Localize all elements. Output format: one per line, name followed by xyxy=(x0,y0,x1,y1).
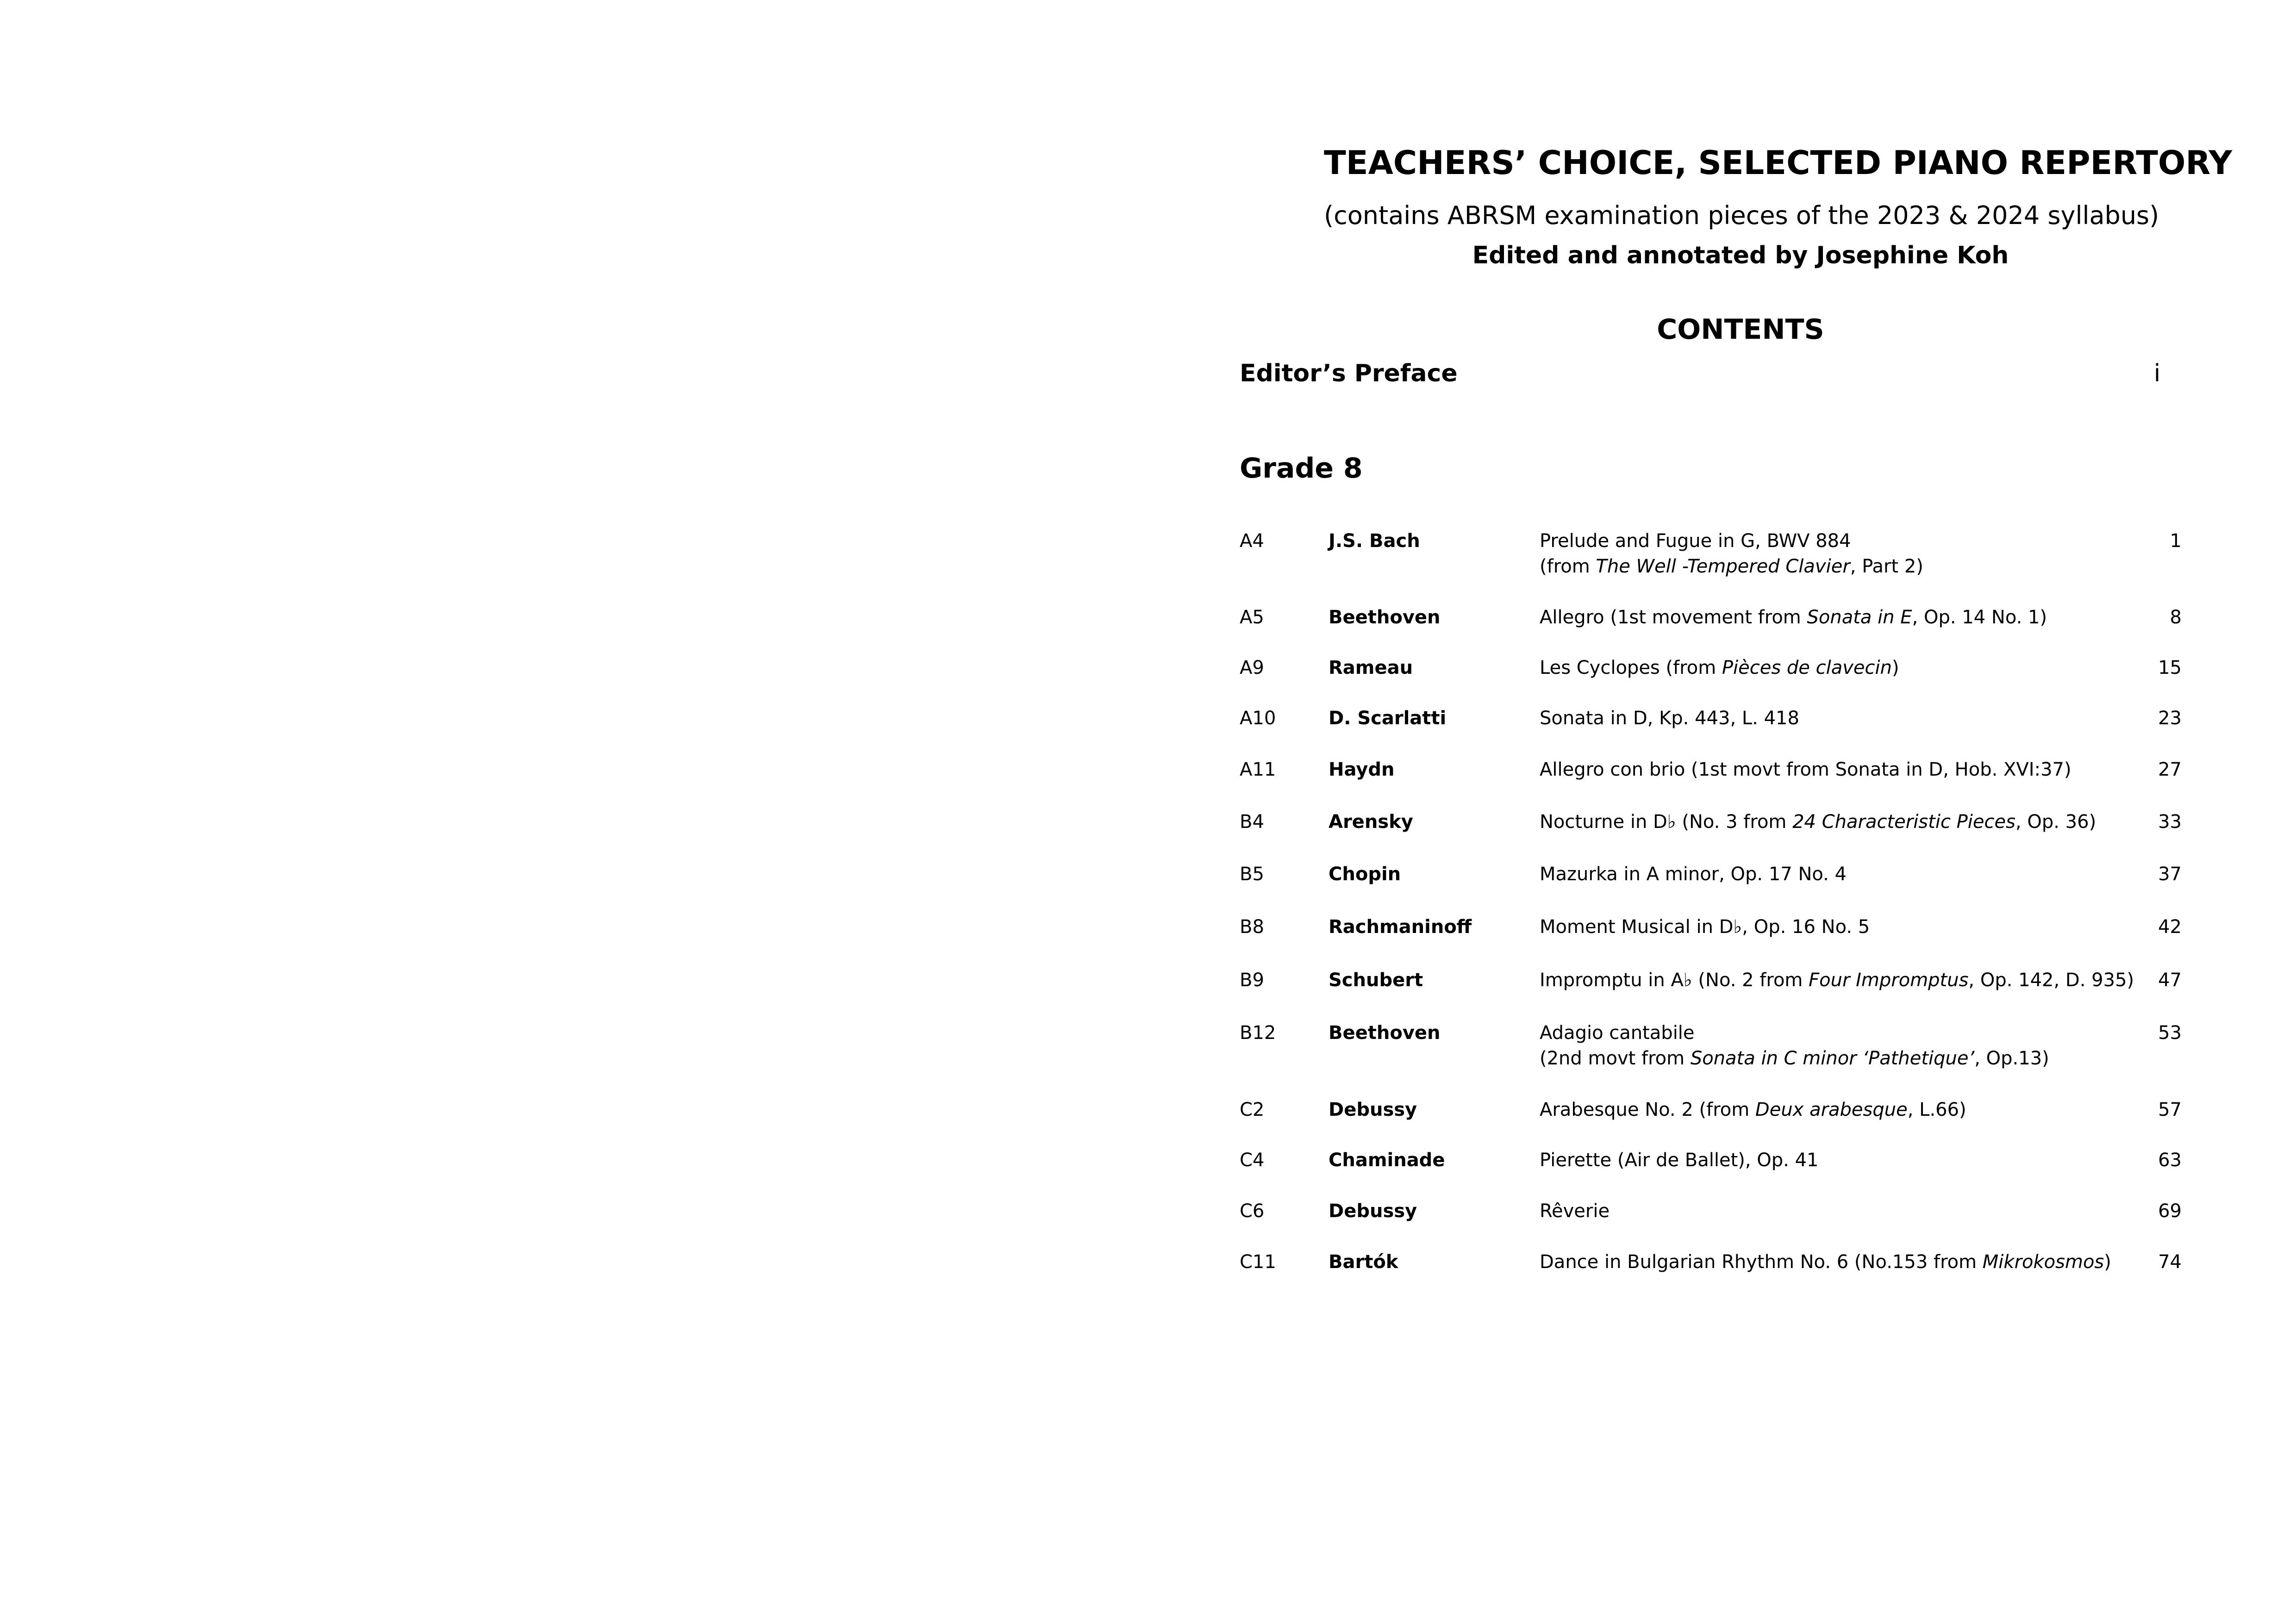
piece-text: Les Cyclopes (from xyxy=(1540,657,1722,678)
work-title: Sonata in C minor ‘Pathetique’ xyxy=(1690,1048,1975,1069)
piece-title xyxy=(1540,529,1923,579)
piece-text: Moment Musical in D♭, Op. 16 No. 5 xyxy=(1540,916,1870,938)
piece-line xyxy=(1540,757,2071,783)
piece-text: Mazurka in A minor, Op. 17 No. 4 xyxy=(1540,864,1847,885)
piece-title xyxy=(1540,1250,2111,1275)
piece-line xyxy=(1540,1020,2049,1046)
piece-line xyxy=(1540,1046,2049,1071)
piece-line xyxy=(1540,968,2134,993)
piece-text: Allegro con brio (1st movt from Sonata in D, Hob. XVI:37) xyxy=(1540,759,2071,780)
syllabus-code: A5 xyxy=(1240,607,1264,628)
work-title: 24 Characteristic Pieces xyxy=(1792,811,2015,833)
work-title: Pièces de clavecin xyxy=(1722,657,1892,678)
piece-text: Sonata in D, Kp. 443, L. 418 xyxy=(1540,708,1799,729)
piece-line xyxy=(1540,1250,2111,1275)
piece-text: Pierette (Air de Ballet), Op. 41 xyxy=(1540,1150,1819,1171)
piece-title xyxy=(1540,605,2047,630)
piece-text: , L.66) xyxy=(1907,1099,1966,1120)
piece-title xyxy=(1540,1148,1819,1173)
piece-line xyxy=(1540,862,1847,887)
piece-line xyxy=(1540,529,1923,554)
page-number: 23 xyxy=(2158,708,2182,729)
piece-line xyxy=(1540,1199,1610,1224)
grade-heading: Grade 8 xyxy=(1240,452,1363,485)
piece-line xyxy=(1540,605,2047,630)
piece-line xyxy=(1540,914,1870,940)
page-number: 69 xyxy=(2158,1200,2182,1222)
composer-name: Beethoven xyxy=(1329,607,1441,628)
piece-title xyxy=(1540,914,1870,940)
piece-line xyxy=(1540,706,1799,731)
syllabus-code: C11 xyxy=(1240,1251,1276,1273)
composer-name: D. Scarlatti xyxy=(1329,708,1447,729)
piece-text: , Op. 36) xyxy=(2015,811,2096,833)
piece-title xyxy=(1540,809,2096,835)
piece-title xyxy=(1540,655,1899,681)
piece-text: Nocturne in D♭ (No. 3 from xyxy=(1540,811,1793,833)
page-number: 37 xyxy=(2158,864,2182,885)
syllabus-code: C6 xyxy=(1240,1200,1265,1222)
page-number: 42 xyxy=(2158,916,2182,938)
piece-text: Allegro (1st movement from xyxy=(1540,607,1807,628)
piece-text: (2nd movt from xyxy=(1540,1048,1691,1069)
composer-name: Schubert xyxy=(1329,970,1423,991)
composer-name: Bartók xyxy=(1329,1251,1398,1273)
syllabus-code: B5 xyxy=(1240,864,1264,885)
piece-text: , Op. 142, D. 935) xyxy=(1968,970,2134,991)
piece-text: Prelude and Fugue in G, BWV 884 xyxy=(1540,530,1851,552)
syllabus-code: A11 xyxy=(1240,759,1276,780)
page-number: 8 xyxy=(2170,607,2182,628)
document-title: TEACHERS’ CHOICE, SELECTED PIANO REPERTORY xyxy=(1324,144,2233,182)
piece-title xyxy=(1540,1199,1610,1224)
preface-page-number: i xyxy=(2153,360,2161,387)
syllabus-code: B9 xyxy=(1240,970,1264,991)
work-title: Sonata in E xyxy=(1807,607,1912,628)
piece-title xyxy=(1540,1097,1966,1123)
composer-name: Haydn xyxy=(1329,759,1395,780)
piece-line xyxy=(1540,809,2096,835)
work-title: Mikrokosmos xyxy=(1982,1251,2104,1273)
composer-name: Rachmaninoff xyxy=(1329,916,1472,938)
page-number: 47 xyxy=(2158,970,2182,991)
page-number: 63 xyxy=(2158,1150,2182,1171)
syllabus-code: B4 xyxy=(1240,811,1264,833)
document-subtitle: (contains ABRSM examination pieces of the 2023 & 2024 syllabus) xyxy=(1324,201,2159,230)
syllabus-code: A4 xyxy=(1240,530,1264,552)
composer-name: J.S. Bach xyxy=(1329,530,1420,552)
piece-text: Rêverie xyxy=(1540,1200,1610,1222)
composer-name: Chaminade xyxy=(1329,1150,1445,1171)
piece-line xyxy=(1540,1148,1819,1173)
editor-credit: Edited and annotated by Josephine Koh xyxy=(1472,242,2009,269)
work-title: Deux arabesque xyxy=(1755,1099,1908,1120)
composer-name: Debussy xyxy=(1329,1200,1417,1222)
preface-label: Editor’s Preface xyxy=(1240,360,1458,387)
piece-text: Adagio cantabile xyxy=(1540,1022,1695,1044)
syllabus-code: C2 xyxy=(1240,1099,1265,1120)
piece-text: , Op.13) xyxy=(1974,1048,2049,1069)
syllabus-code: B8 xyxy=(1240,916,1264,938)
piece-text: ) xyxy=(1891,657,1899,678)
piece-line xyxy=(1540,554,1923,579)
piece-title xyxy=(1540,757,2071,783)
piece-text: ) xyxy=(2104,1251,2111,1273)
page-number: 15 xyxy=(2158,657,2182,678)
piece-text: Dance in Bulgarian Rhythm No. 6 (No.153 from xyxy=(1540,1251,1983,1273)
piece-text: , Op. 14 No. 1) xyxy=(1912,607,2047,628)
contents-heading: CONTENTS xyxy=(1657,313,1824,346)
piece-text: Arabesque No. 2 (from xyxy=(1540,1099,1755,1120)
piece-text: (from xyxy=(1540,556,1596,577)
composer-name: Debussy xyxy=(1329,1099,1417,1120)
page-number: 57 xyxy=(2158,1099,2182,1120)
composer-name: Chopin xyxy=(1329,864,1401,885)
composer-name: Arensky xyxy=(1329,811,1413,833)
piece-line xyxy=(1540,1097,1966,1123)
piece-title xyxy=(1540,862,1847,887)
piece-text: , Part 2) xyxy=(1850,556,1923,577)
piece-text: Impromptu in A♭ (No. 2 from xyxy=(1540,970,1809,991)
page-number: 53 xyxy=(2158,1022,2182,1044)
work-title: Four Impromptus xyxy=(1809,970,1969,991)
piece-line xyxy=(1540,655,1899,681)
page-number: 1 xyxy=(2170,530,2182,552)
piece-title xyxy=(1540,968,2134,993)
page-number: 33 xyxy=(2158,811,2182,833)
piece-title xyxy=(1540,1020,2049,1071)
syllabus-code: A9 xyxy=(1240,657,1264,678)
syllabus-code: B12 xyxy=(1240,1022,1276,1044)
syllabus-code: A10 xyxy=(1240,708,1276,729)
piece-title xyxy=(1540,706,1799,731)
page-number: 27 xyxy=(2158,759,2182,780)
work-title: The Well -Tempered Clavier xyxy=(1596,556,1850,577)
page-number: 74 xyxy=(2158,1251,2182,1273)
syllabus-code: C4 xyxy=(1240,1150,1265,1171)
composer-name: Beethoven xyxy=(1329,1022,1441,1044)
composer-name: Rameau xyxy=(1329,657,1413,678)
